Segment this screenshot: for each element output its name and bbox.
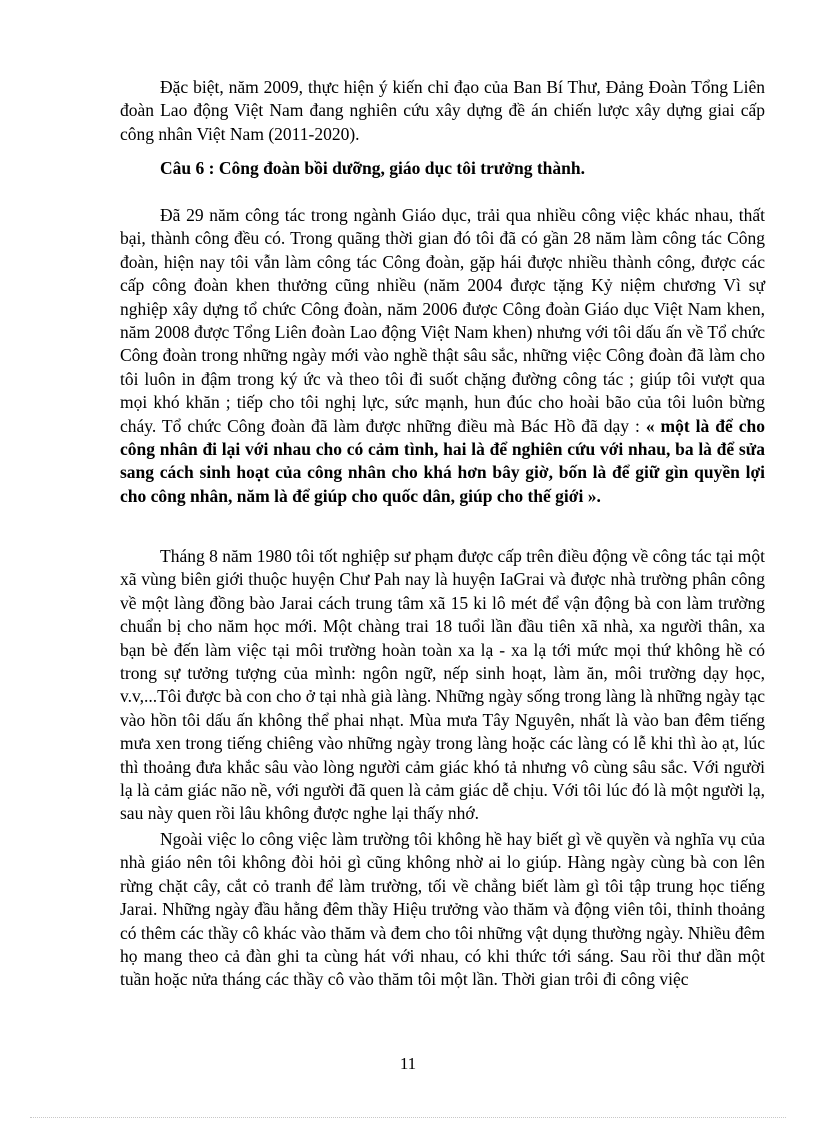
- section-heading: Câu 6 : Công đoàn bồi dưỡng, giáo dục tôi trưởng thành.: [160, 158, 585, 178]
- paragraph-school-work: Ngoài việc lo công việc làm trường tôi không hề hay biết gì về quyền và nghĩa vụ của nhà giáo nên tôi không đòi hỏi gì cũng không nhờ ai lo giúp. Hàng ngày cùng bà con lên rừng chặt cây, cắt cỏ tranh để làm trường, tối về chẳng biết làm gì tôi tập trung học tiếng Jarai. Những ngày đầu hằng đêm thầy Hiệu trưởng vào thăm và động viên tôi, thỉnh thoảng có thêm các thầy cô khác vào thăm và đem cho tôi những vật dụng thường ngày. Nhiều đêm họ mang theo cả đàn ghi ta cùng hát với nhau, có khi thức tới sáng. Sau rồi thư dần một tuần hoặc nửa tháng các thầy cô vào thăm tôi một lần. Thời gian trôi đi công việc: [120, 829, 765, 990]
- page-bottom-divider: [30, 1117, 786, 1118]
- ho-chi-minh-quote: « một là để cho công nhân đi lại với nhau cho có cảm tình, hai là để nghiên cứu với nhau, ba là để sửa sang cách sinh hoạt của công nhân cho khá hơn bây giờ, bốn là để giữ gìn quyền lợi cho công nhân, năm là để giúp cho quốc dân, giúp cho thế giới ».: [120, 415, 765, 506]
- paragraph-intro: Đặc biệt, năm 2009, thực hiện ý kiến chỉ đạo của Ban Bí Thư, Đảng Đoàn Tổng Liên đoàn Lao động Việt Nam đang nghiên cứu xây dựng đề án chiến lược xây dựng giai cấp công nhân Việt Nam (2011-2020).: [120, 77, 765, 144]
- paragraph-village-story: Tháng 8 năm 1980 tôi tốt nghiệp sư phạm được cấp trên điều động về công tác tại một xã vùng biên giới thuộc huyện Chư Pah nay là huyện IaGrai và được nhà trường phân công về một làng đồng bào Jarai cách trung tâm xã 15 ki lô mét để vận động bà con làm trường chuẩn bị cho năm học mới. Một chàng trai 18 tuổi lần đầu tiên xã nhà, xa người thân, xa bạn bè đến làm việc tại môi trường hoàn toàn xa lạ - xa lạ tới mức mọi thứ không hề có trong sự tưởng tượng của mình: ngôn ngữ, nếp sinh hoạt, làm ăn, môi trường dạy học, v.v,...Tôi được bà con cho ở tại nhà già làng. Những ngày sống trong làng là những ngày tạc vào hồn tôi dấu ấn không thể phai nhạt. Mùa mưa Tây Nguyên, nhất là vào ban đêm tiếng mưa xen trong tiếng chiêng vào những ngày trong làng hoặc các làng có lễ khi thì ào ạt, lúc thì thoảng đưa khắc sâu vào lòng người cảm giác khó tả nhưng vô cùng sâu sắc. Với người lạ là cảm giác não nề, với người đã quen là cảm giác dễ chịu. Với tôi lúc đó là một người lạ, sau này quen rồi lâu không được nghe lại thấy nhớ.: [120, 546, 765, 824]
- page-number: 11: [399, 1054, 417, 1073]
- paragraph-union-career-text: Đã 29 năm công tác trong ngành Giáo dục, trải qua nhiều công việc khác nhau, thất bại, thành công đều có. Trong quãng thời gian đó tôi đã có gần 28 năm làm công tác Công đoàn, hiện nay tôi vẫn làm công tác Công đoàn, gặp hái được nhiều thành công, được các cấp công đoàn khen thưởng cũng nhiều (năm 2004 được tặng Kỷ niệm chương Vì sự nghiệp xây dựng tổ chức Công đoàn, năm 2006 được Công đoàn Giáo dục Việt Nam khen, năm 2008 được Tổng Liên đoàn Lao động Việt Nam khen) nhưng với tôi dấu ấn về Tổ chức Công đoàn trong những ngày mới vào nghề thật sâu sắc, những việc Công đoàn đã làm cho tôi luôn in đậm trong ký ức và theo tôi đi suốt chặng đường công tác ; giúp tôi vượt qua mọi khó khăn ; tiếp cho tôi nghị lực, sức mạnh, hun đúc cho hoài bão của tôi luôn bừng cháy. Tổ chức Công đoàn đã làm được những điều mà Bác Hồ đã dạy :: [120, 205, 765, 436]
- paragraph-union-career: [120, 204, 765, 508]
